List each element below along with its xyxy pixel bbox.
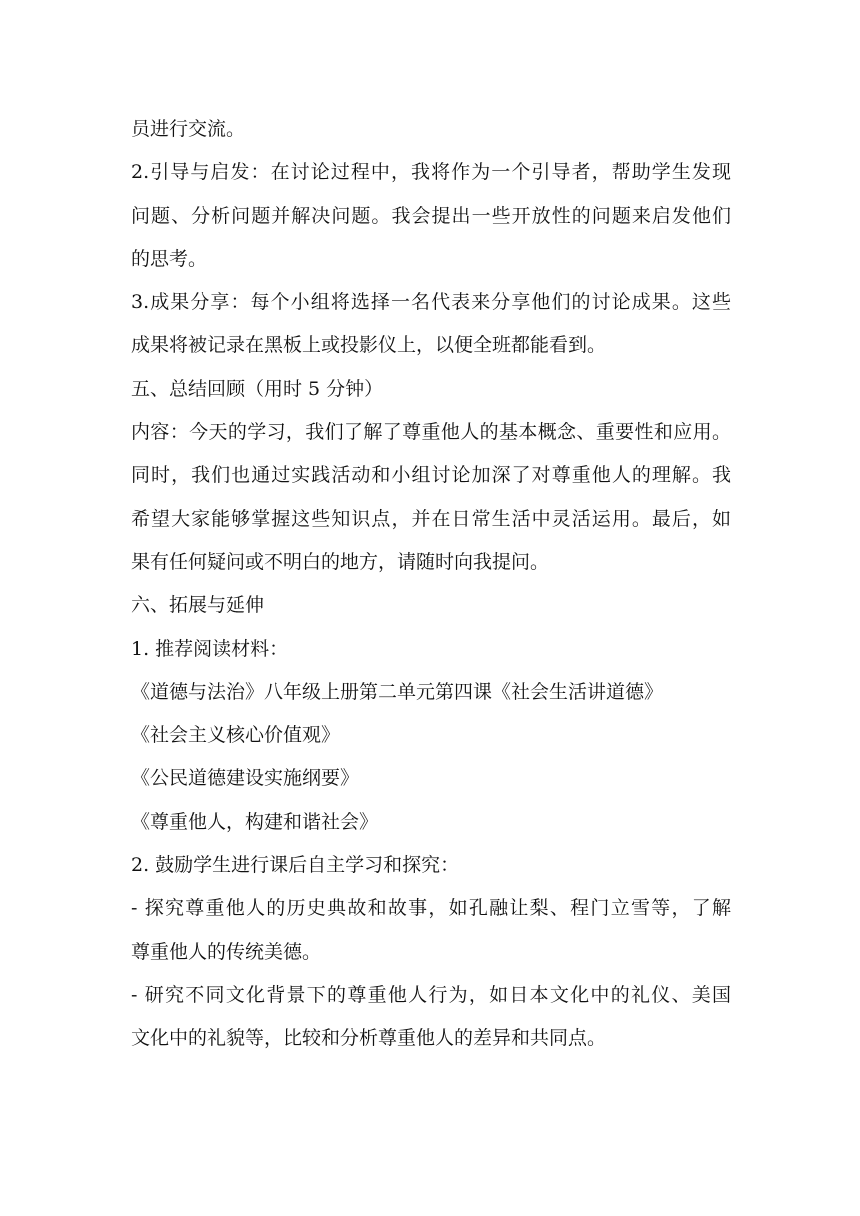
text-line: 果有任何疑问或不明白的地方，请随时向我提问。	[131, 550, 550, 573]
reading-item: 《尊重他人，构建和谐社会》	[131, 810, 379, 833]
text-line: - 探究尊重他人的历史典故和故事，如孔融让梨、程门立雪等，了解	[131, 897, 731, 920]
reading-item: 《社会主义核心价值观》	[131, 724, 341, 747]
text-line: 的思考。	[131, 247, 208, 270]
text-line: 问题、分析问题并解决问题。我会提出一些开放性的问题来启发他们	[131, 204, 731, 227]
reading-item: 《公民道德建设实施纲要》	[131, 767, 360, 790]
reading-item: 《道德与法治》八年级上册第二单元第四课《社会生活讲道德》	[131, 680, 664, 703]
list-item: 2. 鼓励学生进行课后自主学习和探究：	[131, 854, 460, 877]
text-line: 内容：今天的学习，我们了解了尊重他人的基本概念、重要性和应用。	[131, 421, 731, 444]
section-heading: 五、总结回顾（用时 5 分钟）	[131, 377, 384, 400]
list-item: 1. 推荐阅读材料：	[131, 637, 289, 660]
text-line: 希望大家能够掌握这些知识点，并在日常生活中灵活运用。最后，如	[131, 507, 731, 530]
text-line: 成果将被记录在黑板上或投影仪上，以便全班都能看到。	[131, 334, 607, 357]
text-line: 文化中的礼貌等，比较和分析尊重他人的差异和共同点。	[131, 1027, 607, 1050]
text-line: - 研究不同文化背景下的尊重他人行为，如日本文化中的礼仪、美国	[131, 983, 731, 1006]
section-heading: 六、拓展与延伸	[131, 594, 265, 617]
text-line: 尊重他人的传统美德。	[131, 940, 322, 963]
document-body	[131, 108, 731, 1061]
text-line: 2.引导与启发：在讨论过程中，我将作为一个引导者，帮助学生发现	[131, 161, 731, 184]
text-line: 3.成果分享：每个小组将选择一名代表来分享他们的讨论成果。这些	[131, 291, 731, 314]
text-line: 员进行交流。	[131, 118, 246, 140]
text-line: 同时，我们也通过实践活动和小组讨论加深了对尊重他人的理解。我	[131, 464, 731, 487]
